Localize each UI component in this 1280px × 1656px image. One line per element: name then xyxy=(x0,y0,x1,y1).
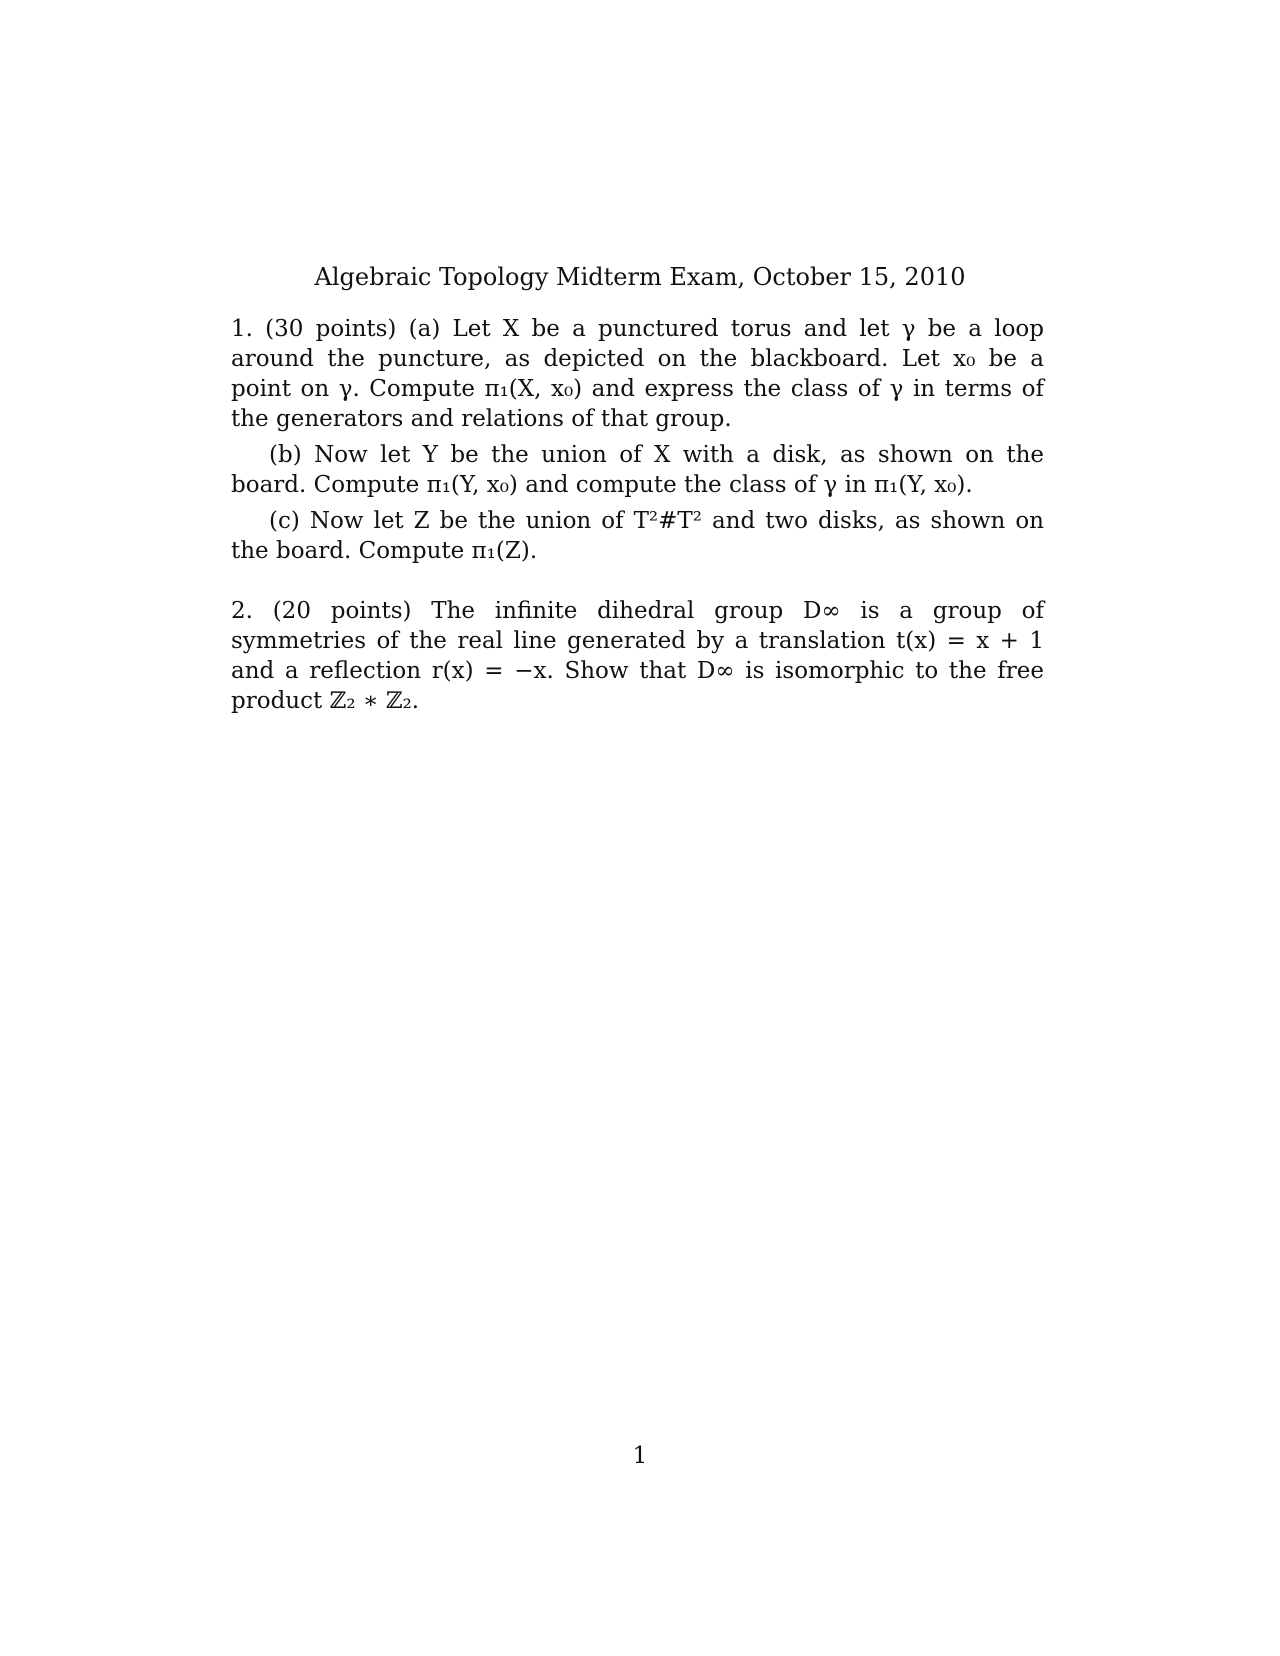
problem-1-part-c: (c) Now let Z be the union of T²#T² and two disks, as shown on the board. Compute π₁(Z). xyxy=(231,508,1044,564)
problem-1-part-b: (b) Now let Y be the union of X with a disk, as shown on the board. Compute π₁(Y, x₀) and compute the class of γ in π₁(Y, x₀). xyxy=(231,442,1044,498)
problem-1-part-a: 1. (30 points) (a) Let X be a punctured torus and let γ be a loop around the puncture, as depicted on the blackboard. Let x₀ be a point on γ. Compute π₁(X, x₀) and express the class of γ in terms of the generators and relations of that group. xyxy=(231,316,1044,432)
exam-body xyxy=(231,314,1044,716)
problem-1 xyxy=(231,314,1044,566)
problem-2 xyxy=(231,596,1044,716)
page-number: 1 xyxy=(632,1443,648,1469)
exam-title: Algebraic Topology Midterm Exam, October 15, 2010 xyxy=(314,263,966,291)
problem-2-text: 2. (20 points) The infinite dihedral group D∞ is a group of symmetries of the real line generated by a translation t(x) = x + 1 and a reflection r(x) = −x. Show that D∞ is isomorphic to the free product ℤ₂ ∗ ℤ₂. xyxy=(231,598,1044,714)
